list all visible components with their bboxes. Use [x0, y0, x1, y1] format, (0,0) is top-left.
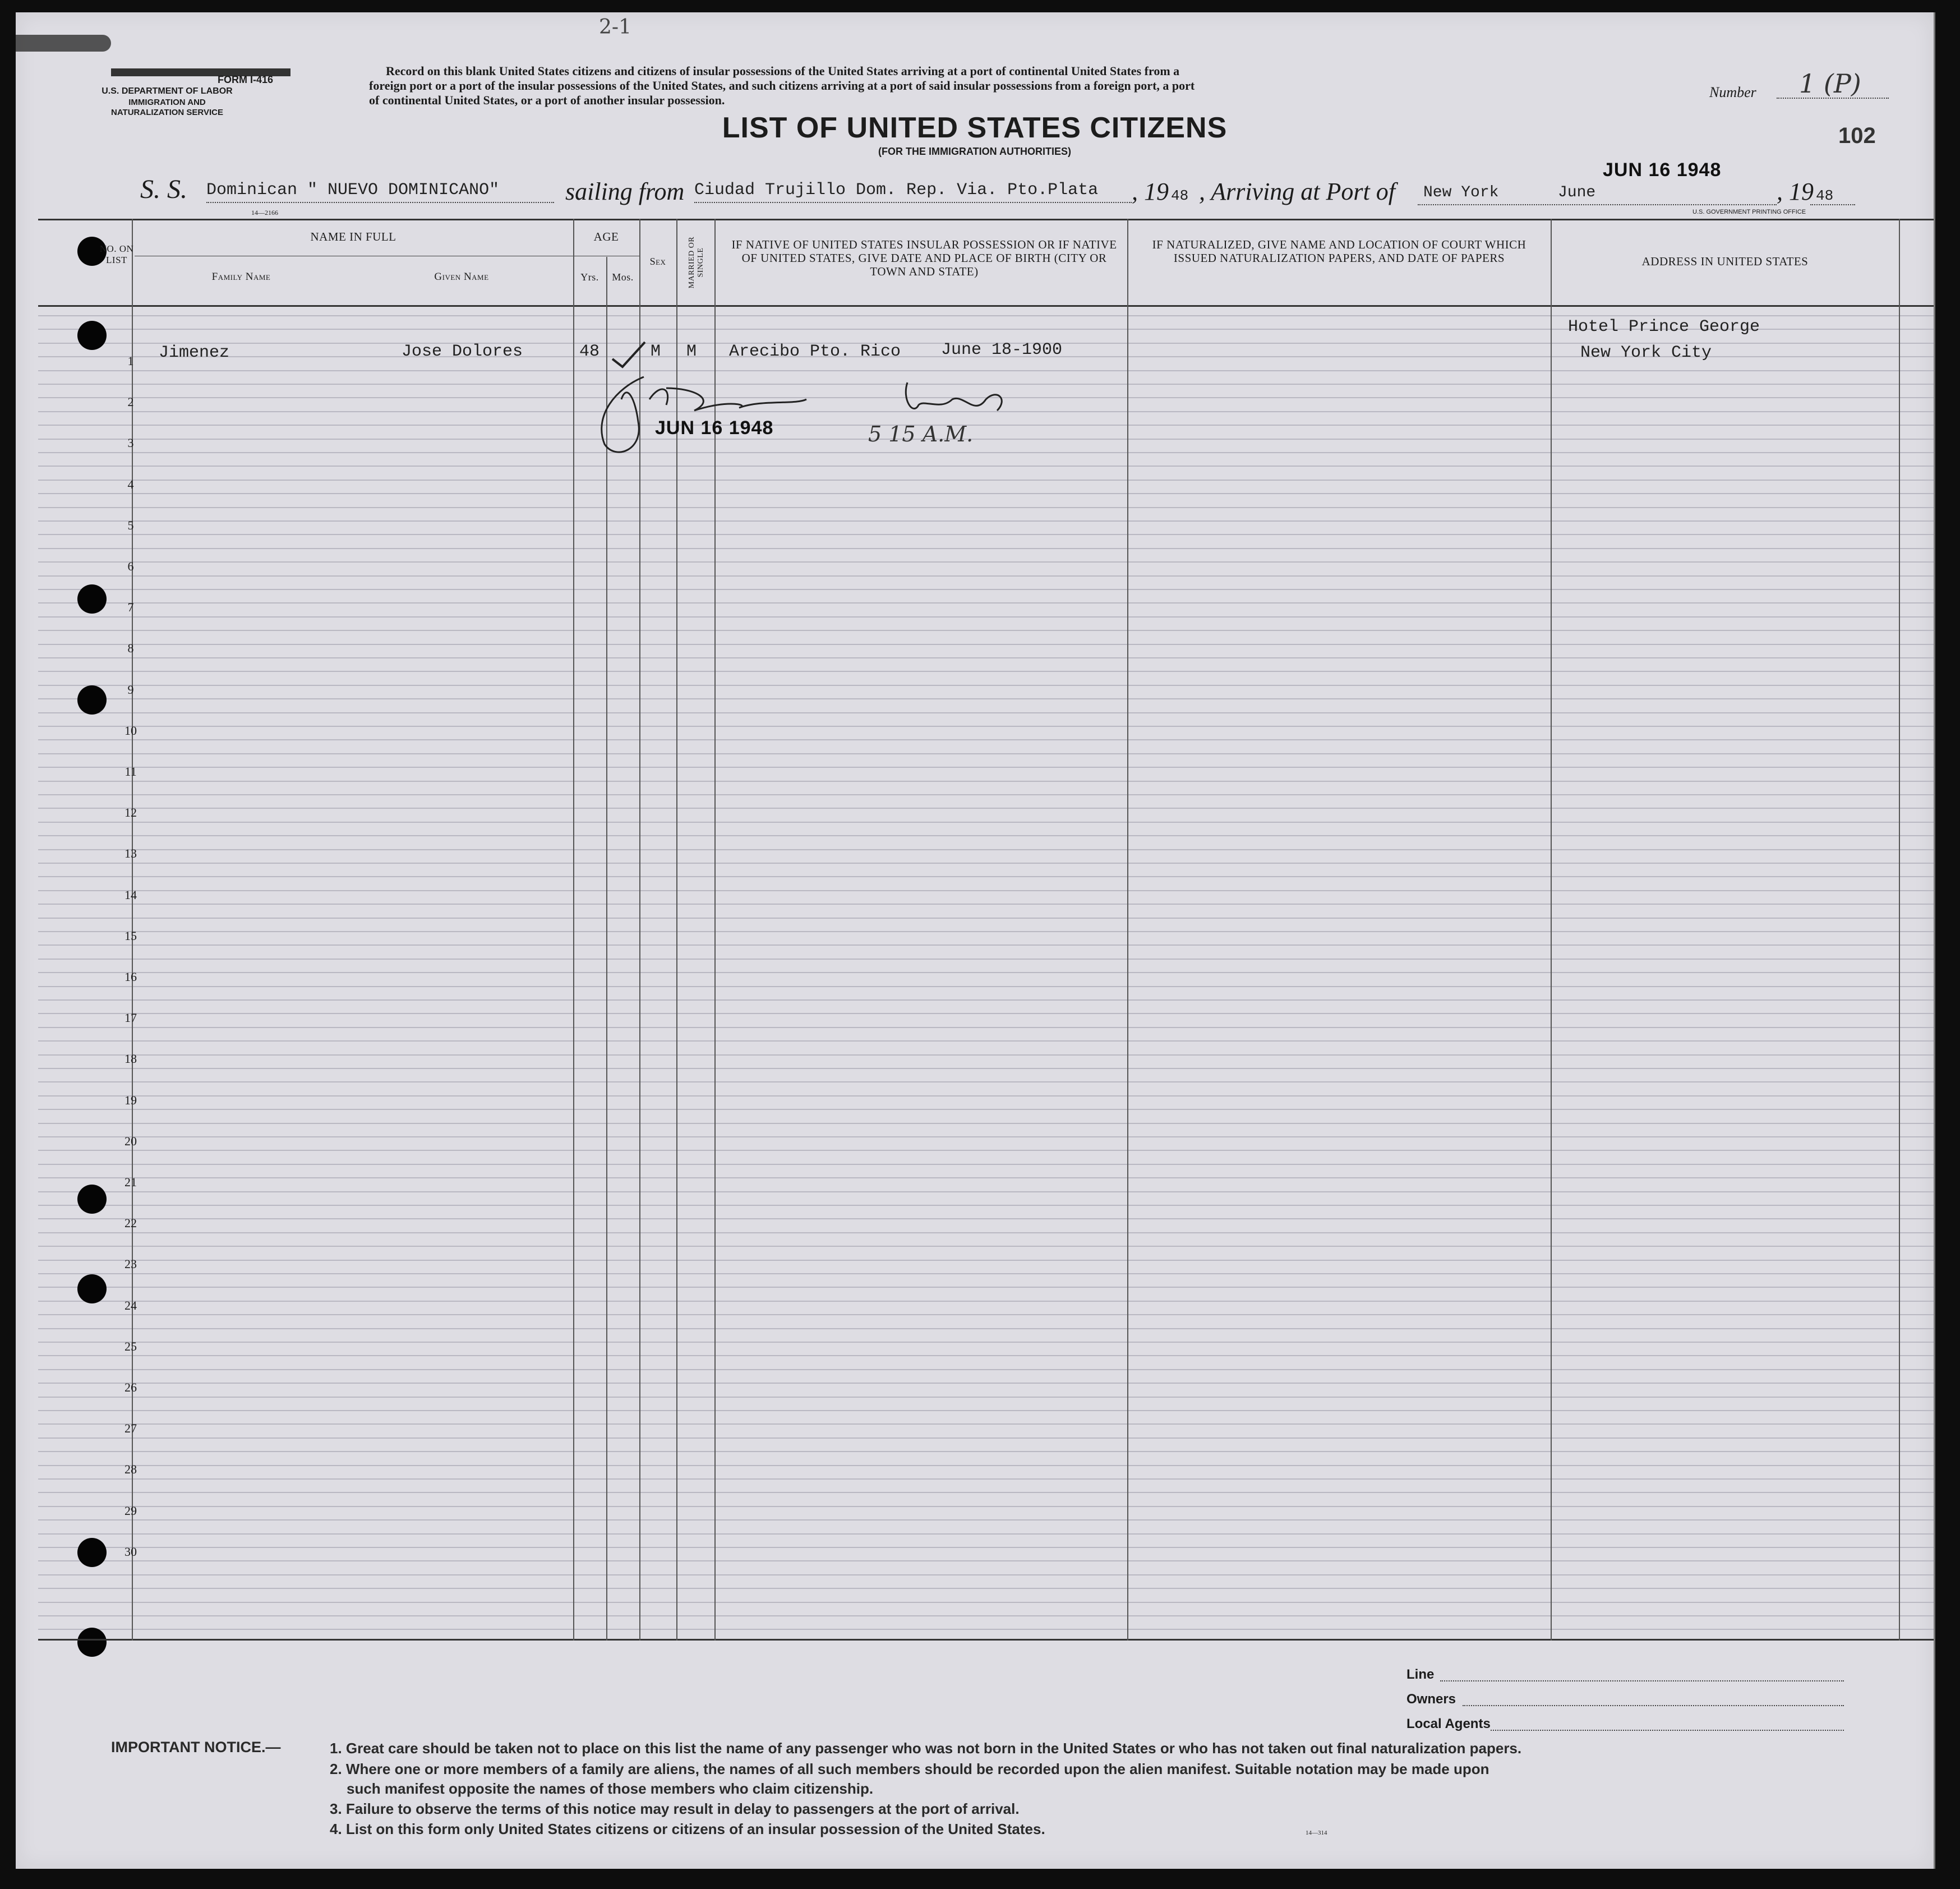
- col-mos: Mos.: [612, 271, 634, 283]
- ruled-line: [38, 480, 1934, 481]
- page-title: LIST OF UNITED STATES CITIZENS: [722, 112, 1228, 144]
- ruled-line: [38, 1218, 1934, 1219]
- col-age: AGE: [593, 230, 619, 243]
- ruled-line: [38, 1205, 1934, 1206]
- binder-hole-icon: [77, 1538, 107, 1567]
- entry-given-name: Jose Dolores: [402, 342, 523, 361]
- row-number: 3: [127, 436, 134, 450]
- ruled-line: [38, 1164, 1934, 1165]
- ruled-line: [38, 781, 1934, 782]
- ruled-line: [38, 767, 1934, 768]
- ruled-line: [38, 671, 1934, 672]
- row-number: 23: [124, 1257, 137, 1271]
- col-sex: Sex: [649, 256, 666, 267]
- instructions-line-1: Record on this blank United States citizens and citizens of insular possessions of the United States arriving at a port of continental United States from a: [386, 64, 1180, 78]
- ruled-line: [38, 890, 1934, 891]
- ruled-line: [38, 1260, 1934, 1261]
- ruled-line: [38, 1054, 1934, 1056]
- row-number: 1: [127, 354, 134, 368]
- row-number: 4: [127, 477, 134, 491]
- ruled-line: [38, 1574, 1934, 1575]
- owners-dotted-line: [1463, 1705, 1844, 1706]
- ruled-line: [38, 644, 1934, 645]
- ship-dotted-line: [206, 202, 554, 203]
- ruled-line: [38, 315, 1934, 316]
- ruled-line: [38, 575, 1934, 577]
- row-number: 10: [124, 723, 137, 738]
- year-prefix-depart: , 19: [1132, 178, 1169, 205]
- department-label: U.S. DEPARTMENT OF LABOR: [102, 86, 233, 96]
- ruled-line: [38, 466, 1934, 467]
- col-native: IF NATIVE OF UNITED STATES INSULAR POSSESSION OR IF NATIVE OF UNITED STATES, GIVE DATE AND PLACE OF BIRTH (CITY OR TOWN AND STATE): [731, 238, 1117, 278]
- binder-hole-icon: [77, 1628, 107, 1657]
- entry-birth-place: Arecibo Pto. Rico: [729, 342, 901, 361]
- ruled-line: [38, 1109, 1934, 1110]
- ruled-line: [38, 1423, 1934, 1425]
- row-number: 12: [124, 805, 137, 820]
- ruled-line: [38, 944, 1934, 946]
- ruled-line: [38, 685, 1934, 686]
- ruled-line: [38, 1369, 1934, 1370]
- row-number: 29: [124, 1503, 137, 1518]
- arrival-date-stamp: JUN 16 1948: [1603, 159, 1722, 181]
- ruled-line: [38, 657, 1934, 658]
- binder-hole-icon: [77, 685, 107, 715]
- ruled-line: [38, 999, 1934, 1001]
- ruled-line: [38, 561, 1934, 563]
- ruled-line: [38, 1081, 1934, 1082]
- year-prefix-arrive: , 19: [1777, 178, 1814, 205]
- local-agents-label: Local Agents: [1406, 1716, 1491, 1731]
- binder-hole-icon: [77, 1185, 107, 1214]
- ruled-line: [38, 1136, 1934, 1137]
- row-number: 15: [124, 928, 137, 943]
- entry-sex: M: [651, 342, 661, 361]
- ruled-line: [38, 1191, 1934, 1192]
- ruled-line: [38, 1273, 1934, 1274]
- service-label-1: IMMIGRATION AND: [128, 98, 206, 107]
- arrival-month: June: [1558, 184, 1596, 201]
- row-number: 24: [124, 1298, 137, 1312]
- row-number: 30: [124, 1544, 137, 1559]
- ruled-line: [38, 1629, 1934, 1630]
- row-number: 17: [124, 1011, 137, 1025]
- edge-scuff: [16, 35, 111, 52]
- number-label: Number: [1709, 84, 1756, 100]
- ruled-line: [38, 698, 1934, 699]
- col-address: ADDRESS IN UNITED STATES: [1641, 255, 1809, 268]
- ruled-line: [38, 726, 1934, 727]
- local-agents-dotted-line: [1491, 1730, 1844, 1731]
- ruled-line: [38, 918, 1934, 919]
- ruled-line: [38, 1588, 1934, 1589]
- notice-2b: such manifest opposite the names of those members who claim citizenship.: [347, 1780, 874, 1797]
- arrival-dotted-line: [1418, 204, 1777, 205]
- ruled-line: [38, 986, 1934, 987]
- sailing-from: Ciudad Trujillo Dom. Rep. Via. Pto.Plata: [694, 181, 1099, 200]
- ruled-line: [38, 1533, 1934, 1535]
- ss-label: S. S.: [140, 174, 187, 204]
- sailing-label: sailing from: [565, 178, 685, 205]
- ruled-line: [38, 972, 1934, 973]
- year-depart: 48: [1171, 187, 1189, 204]
- ruled-line: [38, 1438, 1934, 1439]
- row-number: 20: [124, 1134, 137, 1148]
- column-divider: [1551, 219, 1552, 1641]
- ruled-line: [38, 534, 1934, 535]
- top-scrawl: 2-1: [599, 16, 631, 39]
- entry-address-line-2: New York City: [1580, 343, 1712, 362]
- col-naturalized: IF NATURALIZED, GIVE NAME AND LOCATION OF COURT WHICH ISSUED NATURALIZATION PAPERS, AND DATE OF PAPERS: [1152, 238, 1527, 265]
- row-number: 22: [124, 1216, 137, 1231]
- col-family-name: Family Name: [211, 271, 271, 283]
- ruled-line: [38, 507, 1934, 508]
- sailing-dotted-line: [694, 202, 1132, 203]
- ruled-line: [38, 630, 1934, 631]
- ruled-line: [38, 1397, 1934, 1398]
- ruled-line: [38, 1451, 1934, 1452]
- row-number: 25: [124, 1339, 137, 1353]
- binder-hole-icon: [77, 584, 107, 614]
- row-number: 27: [124, 1421, 137, 1436]
- ruled-line: [38, 904, 1934, 905]
- row-number: 11: [124, 764, 137, 778]
- row-number: 16: [124, 970, 137, 984]
- binder-hole-icon: [77, 321, 107, 350]
- col-yrs: Yrs.: [580, 271, 599, 283]
- ruled-line: [38, 1301, 1934, 1302]
- table-top-border: [38, 219, 1934, 220]
- ruled-line: [38, 616, 1934, 618]
- entry-birth-date: June 18-1900: [941, 340, 1063, 360]
- signature-note: [963, 376, 998, 399]
- ruled-line: [38, 520, 1934, 522]
- entry-married-single: M: [686, 342, 697, 361]
- instructions-line-3: of continental United States, or a port of another insular possession.: [369, 93, 725, 107]
- column-divider: [606, 257, 607, 1641]
- row-number: 28: [124, 1462, 137, 1477]
- instructions-line-2: foreign port or a port of the insular possessions of the United States, and such citizens arriving at a port of said insular possessions from a foreign port, a port: [369, 79, 1195, 93]
- notice-2a: 2. Where one or more members of a family are aliens, the names of all such members should be recorded upon the alien manifest. Suitable notation may be made upon: [330, 1761, 1489, 1777]
- ruled-line: [38, 602, 1934, 603]
- ruled-line: [38, 794, 1934, 795]
- table-bottom-border: [38, 1639, 1934, 1641]
- ship-name: Dominican " NUEVO DOMINICANO": [206, 181, 500, 200]
- column-divider: [1127, 219, 1128, 1641]
- table-header-border: [38, 305, 1934, 307]
- ruled-line: [38, 1615, 1934, 1616]
- line-dotted-line: [1440, 1680, 1844, 1681]
- row-number: 9: [127, 682, 134, 697]
- row-number: 14: [124, 887, 137, 902]
- row-number: 2: [127, 395, 134, 409]
- ruled-line: [38, 808, 1934, 809]
- ruled-line: [38, 1177, 1934, 1178]
- inspection-time: 5 15 A.M.: [868, 422, 974, 446]
- ruled-line: [38, 1068, 1934, 1069]
- ruled-line: [38, 835, 1934, 836]
- column-divider: [1899, 219, 1900, 1641]
- notice-1: 1. Great care should be taken not to place on this list the name of any passenger who was not born in the United States or who has not taken out final naturalization papers.: [330, 1740, 1522, 1757]
- form-code: 14—314: [1306, 1830, 1327, 1836]
- service-label-2: NATURALIZATION SERVICE: [110, 108, 223, 117]
- ruled-line: [38, 1040, 1934, 1042]
- row-number: 5: [127, 518, 134, 532]
- ruled-line: [38, 876, 1934, 877]
- binder-hole-icon: [77, 1274, 107, 1303]
- ruled-line: [38, 1560, 1934, 1561]
- col-married-or-single: MARRIED OR SINGLE: [688, 236, 705, 289]
- column-divider: [573, 219, 574, 1641]
- notice-title: IMPORTANT NOTICE.—: [111, 1739, 281, 1756]
- entry-age-years: 48: [579, 342, 600, 361]
- col-name-in-full: NAME IN FULL: [310, 230, 396, 243]
- row-number: 18: [124, 1052, 137, 1066]
- ruled-line: [38, 1478, 1934, 1480]
- ruled-line: [38, 739, 1934, 740]
- manifest-page: [16, 12, 1935, 1869]
- ruled-line: [38, 753, 1934, 754]
- number-value: 1 (P): [1799, 68, 1861, 99]
- ruled-line: [38, 1355, 1934, 1356]
- ruled-line: [38, 959, 1934, 960]
- small-print-left: 14—2166: [251, 209, 278, 216]
- ruled-line: [38, 931, 1934, 932]
- row-number: 21: [124, 1175, 137, 1189]
- form-number: FORM I-416: [218, 74, 274, 85]
- small-print-right: U.S. GOVERNMENT PRINTING OFFICE: [1692, 209, 1806, 215]
- ruled-line: [38, 1150, 1934, 1151]
- ruled-line: [38, 589, 1934, 590]
- ruled-line: [38, 1342, 1934, 1343]
- ruled-line: [38, 1383, 1934, 1384]
- row-number: 26: [124, 1380, 137, 1394]
- year-dotted-line: [1810, 204, 1855, 205]
- ruled-line: [38, 1547, 1934, 1548]
- row-number: 13: [124, 846, 137, 861]
- entry-address-line-1: Hotel Prince George: [1568, 317, 1760, 337]
- arriving-label: , Arriving at Port of: [1199, 178, 1395, 205]
- ruled-line: [38, 1013, 1934, 1014]
- ruled-line: [38, 1287, 1934, 1288]
- ruled-line: [38, 849, 1934, 850]
- ruled-line: [38, 1492, 1934, 1493]
- arrival-port: New York: [1423, 184, 1499, 201]
- ruled-line: [38, 1095, 1934, 1096]
- ruled-line: [38, 1519, 1934, 1521]
- inspection-stamp: JUN 16 1948: [655, 417, 774, 439]
- ruled-line: [38, 863, 1934, 864]
- ruled-line: [38, 1602, 1934, 1603]
- ruled-line: [38, 1027, 1934, 1028]
- row-number: 7: [127, 600, 134, 615]
- row-number: 19: [124, 1093, 137, 1107]
- row-number: 6: [127, 559, 134, 573]
- ruled-line: [38, 1246, 1934, 1247]
- col-no-on-list: NO. ON LIST: [99, 243, 134, 265]
- ruled-line: [38, 1465, 1934, 1466]
- ruled-line: [38, 822, 1934, 823]
- notice-3: 3. Failure to observe the terms of this notice may result in delay to passengers at the port of arrival.: [330, 1800, 1020, 1817]
- ruled-line: [38, 1123, 1934, 1124]
- notice-4: 4. List on this form only United States citizens or citizens of an insular possession of the United States.: [330, 1821, 1045, 1837]
- col-given-name: Given Name: [434, 271, 489, 283]
- ruled-line: [38, 1232, 1934, 1233]
- ruled-line: [38, 548, 1934, 549]
- entry-family-name: Jimenez: [159, 343, 230, 362]
- ruled-line: [38, 1410, 1934, 1411]
- page-number: 102: [1838, 123, 1876, 148]
- ruled-line: [38, 712, 1934, 713]
- line-label: Line: [1406, 1667, 1435, 1682]
- owners-label: Owners: [1406, 1692, 1456, 1707]
- ruled-line: [38, 493, 1934, 494]
- page-subtitle: (FOR THE IMMIGRATION AUTHORITIES): [878, 146, 1071, 157]
- ruled-line: [38, 1506, 1934, 1507]
- year-arrive: 48: [1816, 187, 1834, 204]
- ruled-line: [38, 1328, 1934, 1329]
- row-number: 8: [127, 641, 134, 656]
- ruled-line: [38, 1314, 1934, 1315]
- inspector-signature: [582, 366, 1020, 461]
